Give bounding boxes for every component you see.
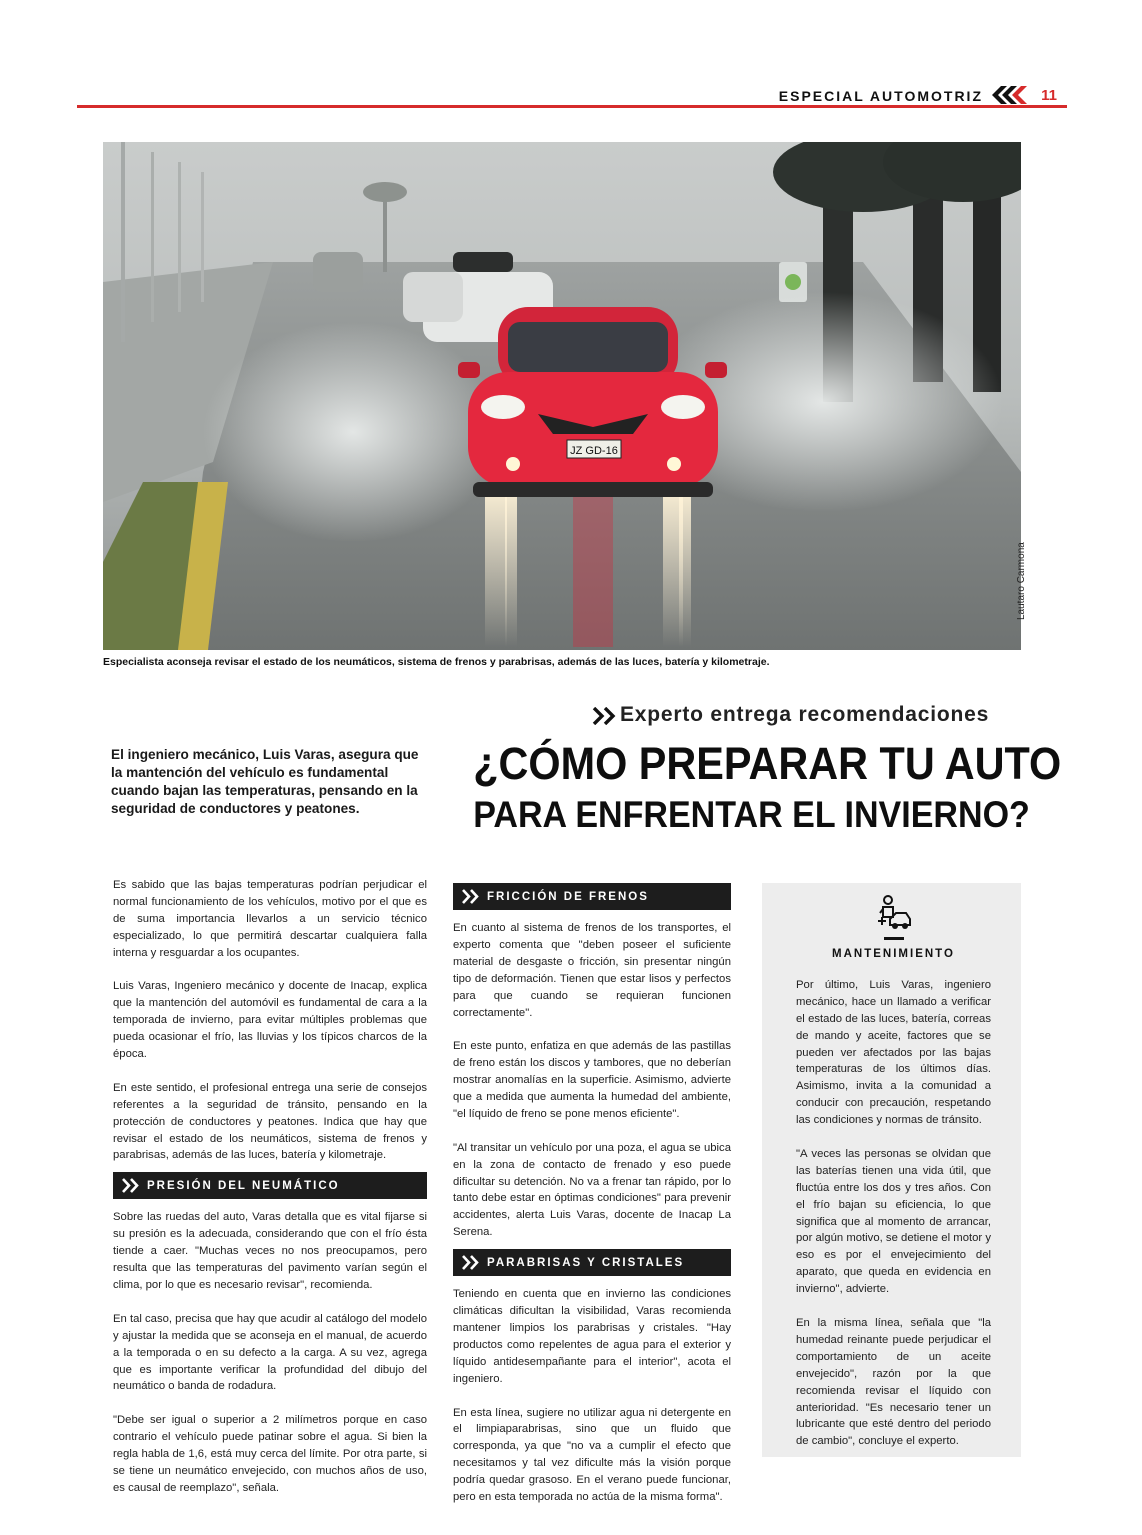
subheading-label: PARABRISAS Y CRISTALES (487, 1257, 685, 1270)
subheading-label: PRESIÓN DEL NEUMÁTICO (147, 1180, 340, 1193)
body-paragraph: Teniendo en cuenta que en invierno las condiciones climáticas dificultan la visibilidad, Varas recomienda mantener limpios los parabrisas y cristales. "Hay productos como repelentes de agua para el exterior y líquido antidesempañante para el interior", acota el ingeniero. (453, 1288, 731, 1385)
body-paragraph: En esta línea, sugiere no utilizar agua ni detergente en el limpiaparabrisas, sino que un fluido que corresponda, ya que "no va a cumplir el efecto que necesitamos y tal vez dificulte más la visión porque podría quedar grasoso. En el verano puede funcionar, pero en esta temporada no actúa de la misma forma". (453, 1406, 731, 1504)
chevrons-left-icon (989, 86, 1033, 104)
section-title: ESPECIAL AUTOMOTRIZ (778, 88, 983, 104)
photo-caption: Especialista aconseja revisar el estado de los neumáticos, sistema de frenos y parabrisas, además de las luces, batería y kilometraje. (103, 656, 770, 668)
maintenance-box (762, 883, 1021, 1457)
double-chevron-right-icon (461, 889, 481, 904)
sidebar-box (762, 883, 1021, 1457)
body-paragraph: Luis Varas, Ingeniero mecánico y docente de Inacap, explica que la mantención del automóvil es fundamental de cara a la temporada de invierno, para evitar múltiples problemas que pueda ocasionar el frío, las lluvias y los típicos charcos de la época. (113, 980, 427, 1061)
box-title: MANTENIMIENTO (832, 948, 955, 960)
lead-paragraph: El ingeniero mecánico, Luis Varas, asegura que la mantención del vehículo es fundamental cuando bajan las temperaturas, pensando en la seguridad de conductores y peatones. (111, 747, 419, 816)
body-paragraph: "Debe ser igual o superior a 2 milímetros porque en caso contrario el vehículo puede patinar sobre el agua. Si bien la regla habla de 1,6, está muy cerca del límite. Por otra parte, si se tiene un neumático envejecido, con muchos años de uso, es causal de reemplazo", señala. (113, 1414, 427, 1494)
double-chevron-right-icon (121, 1178, 141, 1193)
body-paragraph: "Al transitar un vehículo por una poza, el agua se ubica en la zona de contacto de frenado y eso puede dificultar su detención. No va a frenar tan rápido, por lo tanto debe estar en óptimas condiciones" para prevenir accidentes, alerta Luis Varas, docente de Inacap La Serena. (453, 1141, 731, 1239)
body-paragraph: Sobre las ruedas del auto, Varas detalla que es vital fijarse si su presión es la adecuada, considerando que con el frío ésta tiende a caer. "Muchas veces no nos preocupamos, pero resulta que las temperaturas del pavimento varían según el clima, por lo que es necesario revisar", recomienda. (113, 1211, 427, 1291)
headline-line-1: ¿CÓMO PREPARAR TU AUTO (473, 738, 1062, 789)
body-paragraph: Por último, Luis Varas, ingeniero mecánico, hace un llamado a verificar el estado de las luces, batería, correas de mando y aceite, factores que se pueden ver afectados por las bajas temperaturas de los últimos días. Asimismo, invita a la comunidad a conducir con precaución, respetando las condiciones y normas de tránsito. (796, 978, 991, 1127)
headline (450, 737, 1062, 839)
body-paragraph: En tal caso, precisa que hay que acudir al catálogo del modelo y ajustar la medida que se aconseja en el manual, de acuerdo a la temporada o en su defecto a la carga. A su vez, agrega que es importante verificar la profundidad del dibujo del neumático o banda de rodadura. (113, 1312, 428, 1393)
hero-photo (103, 142, 1021, 650)
subheading-friccion (453, 883, 731, 910)
kicker (592, 703, 1024, 729)
subheading-parabrisas (453, 1249, 731, 1276)
kicker-text: Experto entrega recomendaciones (620, 703, 990, 726)
subheading-label: FRICCIÓN DE FRENOS (487, 891, 649, 903)
double-chevron-right-icon (461, 1255, 481, 1270)
mechanic-car-icon (874, 893, 914, 933)
headline-line-2: PARA ENFRENTAR EL INVIERNO? (473, 794, 1030, 835)
body-paragraph: En este punto, enfatiza en que además de las pastillas de freno están los discos y tambores, que no deberían mostrar anomalías en la superficie. Asimismo, advierte que a medida que aumenta la humedad del ambiente, "el líquido de freno se pone menos eficiente". (453, 1040, 731, 1120)
column-2 (453, 883, 731, 1523)
page-header (77, 86, 1067, 108)
body-paragraph: En la misma línea, señala que "la humedad reinante puede perjudicar el comportamiento de un aceite envejecido", razón por la que recomienda revisar el líquido con anterioridad. "Es necesario tener un lubricante que esté dentro del periodo de cambio", concluye el experto. (796, 1317, 991, 1448)
page-number: 11 (1041, 87, 1057, 104)
divider (884, 937, 904, 940)
body-paragraph: Es sabido que las bajas temperaturas podrían perjudicar el normal funcionamiento de los vehículos, motivo por el que es de suma importancia llevarlos a un servicio técnico especializado, lo que permitirá descartar cualquiera falla interna y resguardar a los ocupantes. (113, 879, 427, 959)
subheading-presion (113, 1172, 427, 1199)
photo-credit: Lautaro Carmona (1016, 542, 1027, 620)
body-paragraph: En este sentido, el profesional entrega una serie de consejos referentes a la seguridad de tránsito, pensando en la protección de conductores y peatones. Indica que hay que revisar el estado de los neumáticos, sistema de frenos y parabrisas, además de las luces, batería y kilometraje. (113, 1081, 427, 1162)
body-paragraph: "A veces las personas se olvidan que las baterías tienen una vida útil, que fluctúa entre los dos y tres años. Con el frío bajan su eficiencia, lo que significa que al momento de arrancar, por algún motivo, se detiene el motor y eso es por el envejecimiento del aparato, que queda en evidencia en invierno", advierte. (796, 1147, 991, 1296)
body-paragraph: En cuanto al sistema de frenos de los transportes, el experto comenta que "deben poseer el suficiente material de desgaste o fricción, sin presentar ningún tipo de deformación. Tienen que estar lisos y perfectos para que cuando se requieran funcionen correctamente". (453, 922, 731, 1019)
column-1 (113, 877, 427, 1514)
license-plate: JZ GD-16 (570, 445, 618, 457)
double-chevron-right-icon (592, 707, 618, 725)
